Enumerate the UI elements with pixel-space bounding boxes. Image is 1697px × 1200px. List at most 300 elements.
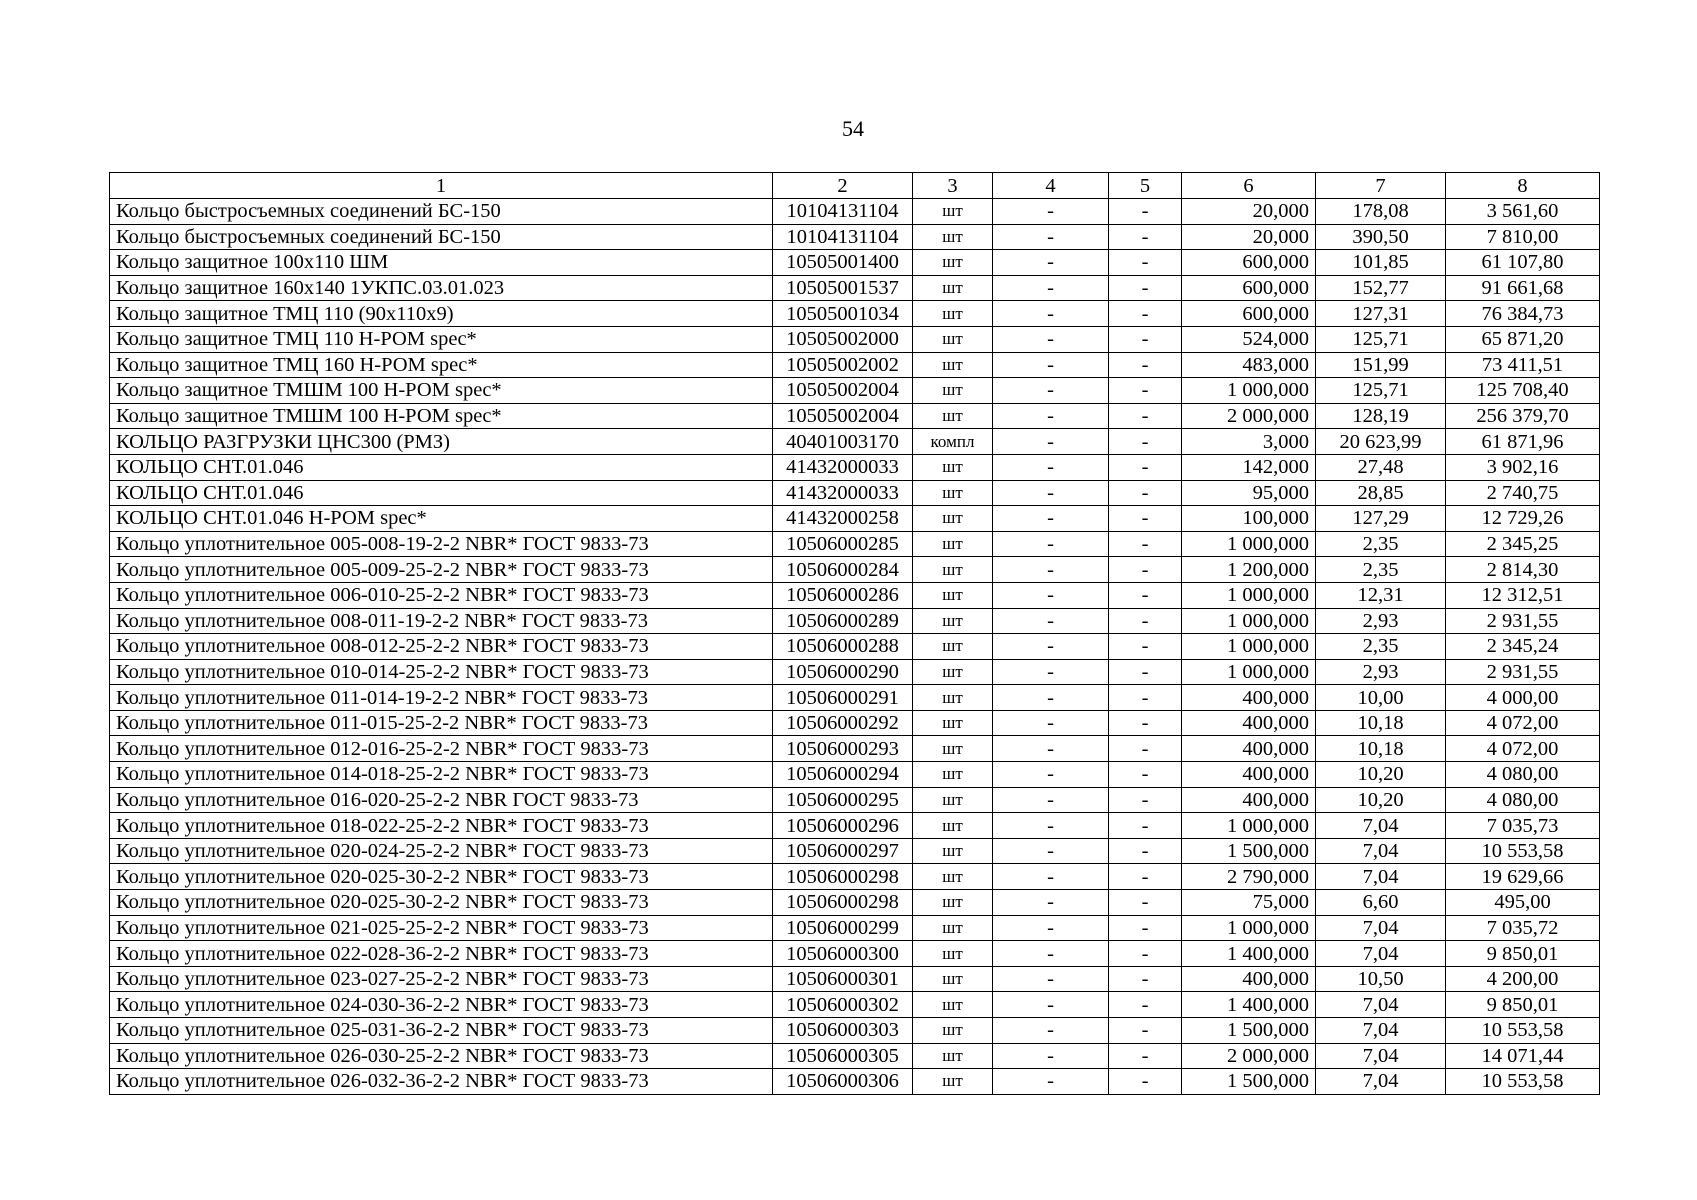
quantity-cell: 400,000 (1182, 762, 1316, 788)
column4-cell: - (993, 864, 1109, 890)
item-code-cell: 10104131104 (773, 199, 913, 225)
price-cell: 10,00 (1316, 685, 1446, 711)
column4-cell: - (993, 557, 1109, 583)
quantity-cell: 400,000 (1182, 736, 1316, 762)
quantity-cell: 2 000,000 (1182, 403, 1316, 429)
quantity-cell: 95,000 (1182, 480, 1316, 506)
unit-cell: компл (913, 429, 993, 455)
unit-cell: шт (913, 301, 993, 327)
table-row (110, 582, 1600, 608)
column5-cell: - (1109, 915, 1182, 941)
price-cell: 10,50 (1316, 966, 1446, 992)
item-name-cell: КОЛЬЦО СНТ.01.046 (110, 454, 773, 480)
column-number: 7 (1316, 173, 1446, 199)
item-code-cell: 10505001537 (773, 275, 913, 301)
column5-cell: - (1109, 941, 1182, 967)
price-cell: 27,48 (1316, 454, 1446, 480)
column-number-row (110, 173, 1600, 199)
unit-cell: шт (913, 326, 993, 352)
column4-cell: - (993, 199, 1109, 225)
price-cell: 6,60 (1316, 890, 1446, 916)
column5-cell: - (1109, 531, 1182, 557)
quantity-cell: 1 000,000 (1182, 634, 1316, 660)
item-name-cell: Кольцо уплотнительное 021-025-25-2-2 NBR* ГОСТ 9833-73 (110, 915, 773, 941)
price-cell: 28,85 (1316, 480, 1446, 506)
table-row (110, 326, 1600, 352)
item-code-cell: 10505002004 (773, 378, 913, 404)
price-cell: 7,04 (1316, 838, 1446, 864)
item-code-cell: 10506000284 (773, 557, 913, 583)
table-row (110, 403, 1600, 429)
amount-cell: 12 729,26 (1446, 506, 1600, 532)
unit-cell: шт (913, 915, 993, 941)
column4-cell: - (993, 710, 1109, 736)
table-row (110, 301, 1600, 327)
column-number: 6 (1182, 173, 1316, 199)
column5-cell: - (1109, 506, 1182, 532)
unit-cell: шт (913, 506, 993, 532)
price-cell: 2,35 (1316, 634, 1446, 660)
column4-cell: - (993, 301, 1109, 327)
quantity-cell: 2 000,000 (1182, 1043, 1316, 1069)
quantity-cell: 1 500,000 (1182, 1069, 1316, 1095)
item-name-cell: Кольцо защитное ТМЦ 110 Н-РОМ spec* (110, 326, 773, 352)
table-row (110, 890, 1600, 916)
item-name-cell: Кольцо защитное 160х140 1УКПС.03.01.023 (110, 275, 773, 301)
column4-cell: - (993, 326, 1109, 352)
column5-cell: - (1109, 685, 1182, 711)
unit-cell: шт (913, 634, 993, 660)
item-name-cell: Кольцо быстросъемных соединений БС-150 (110, 199, 773, 225)
quantity-cell: 1 000,000 (1182, 378, 1316, 404)
table-row (110, 480, 1600, 506)
column4-cell: - (993, 736, 1109, 762)
table-row (110, 557, 1600, 583)
item-code-cell: 10506000293 (773, 736, 913, 762)
table-row (110, 787, 1600, 813)
item-name-cell: Кольцо уплотнительное 011-015-25-2-2 NBR* ГОСТ 9833-73 (110, 710, 773, 736)
column4-cell: - (993, 454, 1109, 480)
item-name-cell: Кольцо уплотнительное 016-020-25-2-2 NBR ГОСТ 9833-73 (110, 787, 773, 813)
amount-cell: 4 200,00 (1446, 966, 1600, 992)
unit-cell: шт (913, 378, 993, 404)
unit-cell: шт (913, 787, 993, 813)
quantity-cell: 1 200,000 (1182, 557, 1316, 583)
column4-cell: - (993, 506, 1109, 532)
unit-cell: шт (913, 608, 993, 634)
amount-cell: 19 629,66 (1446, 864, 1600, 890)
item-name-cell: Кольцо защитное ТМЦ 110 (90х110х9) (110, 301, 773, 327)
amount-cell: 2 740,75 (1446, 480, 1600, 506)
item-code-cell: 41432000033 (773, 454, 913, 480)
item-code-cell: 10506000290 (773, 659, 913, 685)
column5-cell: - (1109, 378, 1182, 404)
quantity-cell: 483,000 (1182, 352, 1316, 378)
price-cell: 10,20 (1316, 787, 1446, 813)
unit-cell: шт (913, 659, 993, 685)
amount-cell: 4 072,00 (1446, 736, 1600, 762)
column4-cell: - (993, 813, 1109, 839)
quantity-cell: 142,000 (1182, 454, 1316, 480)
column5-cell: - (1109, 326, 1182, 352)
unit-cell: шт (913, 454, 993, 480)
table-row (110, 1043, 1600, 1069)
column4-cell: - (993, 1069, 1109, 1095)
column-number: 8 (1446, 173, 1600, 199)
column4-cell: - (993, 915, 1109, 941)
column5-cell: - (1109, 966, 1182, 992)
item-name-cell: Кольцо защитное ТМЦ 160 Н-РОМ spec* (110, 352, 773, 378)
item-code-cell: 10506000295 (773, 787, 913, 813)
item-name-cell: Кольцо уплотнительное 026-030-25-2-2 NBR* ГОСТ 9833-73 (110, 1043, 773, 1069)
column5-cell: - (1109, 557, 1182, 583)
column5-cell: - (1109, 634, 1182, 660)
table-row (110, 634, 1600, 660)
column-number: 4 (993, 173, 1109, 199)
price-cell: 101,85 (1316, 250, 1446, 276)
item-code-cell: 10505002002 (773, 352, 913, 378)
price-cell: 151,99 (1316, 352, 1446, 378)
item-code-cell: 10506000306 (773, 1069, 913, 1095)
item-code-cell: 10506000286 (773, 582, 913, 608)
amount-cell: 76 384,73 (1446, 301, 1600, 327)
price-cell: 127,29 (1316, 506, 1446, 532)
item-name-cell: Кольцо уплотнительное 006-010-25-2-2 NBR* ГОСТ 9833-73 (110, 582, 773, 608)
column-number: 3 (913, 173, 993, 199)
unit-cell: шт (913, 403, 993, 429)
item-code-cell: 10506000298 (773, 864, 913, 890)
column4-cell: - (993, 659, 1109, 685)
column4-cell: - (993, 634, 1109, 660)
column4-cell: - (993, 250, 1109, 276)
amount-cell: 2 345,25 (1446, 531, 1600, 557)
column5-cell: - (1109, 454, 1182, 480)
amount-cell: 3 561,60 (1446, 199, 1600, 225)
table-row (110, 250, 1600, 276)
price-cell: 10,18 (1316, 736, 1446, 762)
price-cell: 2,93 (1316, 608, 1446, 634)
amount-cell: 4 080,00 (1446, 787, 1600, 813)
unit-cell: шт (913, 582, 993, 608)
column4-cell: - (993, 429, 1109, 455)
amount-cell: 7 035,73 (1446, 813, 1600, 839)
quantity-cell: 1 000,000 (1182, 813, 1316, 839)
item-name-cell: Кольцо уплотнительное 011-014-19-2-2 NBR* ГОСТ 9833-73 (110, 685, 773, 711)
item-code-cell: 41432000258 (773, 506, 913, 532)
amount-cell: 73 411,51 (1446, 352, 1600, 378)
quantity-cell: 524,000 (1182, 326, 1316, 352)
item-name-cell: Кольцо быстросъемных соединений БС-150 (110, 224, 773, 250)
item-code-cell: 10506000301 (773, 966, 913, 992)
quantity-cell: 20,000 (1182, 224, 1316, 250)
item-code-cell: 10506000294 (773, 762, 913, 788)
price-cell: 152,77 (1316, 275, 1446, 301)
table-row (110, 275, 1600, 301)
column5-cell: - (1109, 1018, 1182, 1044)
column5-cell: - (1109, 403, 1182, 429)
amount-cell: 256 379,70 (1446, 403, 1600, 429)
item-code-cell: 10506000288 (773, 634, 913, 660)
column5-cell: - (1109, 813, 1182, 839)
column5-cell: - (1109, 992, 1182, 1018)
price-cell: 7,04 (1316, 915, 1446, 941)
price-cell: 7,04 (1316, 1043, 1446, 1069)
price-cell: 10,20 (1316, 762, 1446, 788)
unit-cell: шт (913, 352, 993, 378)
price-cell: 390,50 (1316, 224, 1446, 250)
column5-cell: - (1109, 787, 1182, 813)
column4-cell: - (993, 378, 1109, 404)
price-cell: 7,04 (1316, 941, 1446, 967)
quantity-cell: 1 500,000 (1182, 1018, 1316, 1044)
table-row (110, 352, 1600, 378)
quantity-cell: 1 000,000 (1182, 531, 1316, 557)
table-row (110, 864, 1600, 890)
column4-cell: - (993, 787, 1109, 813)
quantity-cell: 1 000,000 (1182, 608, 1316, 634)
table-row (110, 941, 1600, 967)
table-row (110, 531, 1600, 557)
item-name-cell: Кольцо уплотнительное 026-032-36-2-2 NBR* ГОСТ 9833-73 (110, 1069, 773, 1095)
table-row (110, 813, 1600, 839)
quantity-cell: 1 000,000 (1182, 659, 1316, 685)
quantity-cell: 400,000 (1182, 710, 1316, 736)
unit-cell: шт (913, 813, 993, 839)
item-code-cell: 10506000285 (773, 531, 913, 557)
column5-cell: - (1109, 736, 1182, 762)
price-cell: 2,93 (1316, 659, 1446, 685)
unit-cell: шт (913, 685, 993, 711)
item-name-cell: Кольцо уплотнительное 025-031-36-2-2 NBR* ГОСТ 9833-73 (110, 1018, 773, 1044)
item-code-cell: 10505002004 (773, 403, 913, 429)
amount-cell: 9 850,01 (1446, 992, 1600, 1018)
amount-cell: 65 871,20 (1446, 326, 1600, 352)
item-code-cell: 10505001034 (773, 301, 913, 327)
item-code-cell: 10104131104 (773, 224, 913, 250)
column4-cell: - (993, 480, 1109, 506)
quantity-cell: 1 400,000 (1182, 941, 1316, 967)
quantity-cell: 1 400,000 (1182, 992, 1316, 1018)
quantity-cell: 100,000 (1182, 506, 1316, 532)
table-row (110, 966, 1600, 992)
amount-cell: 125 708,40 (1446, 378, 1600, 404)
quantity-cell: 400,000 (1182, 685, 1316, 711)
quantity-cell: 600,000 (1182, 301, 1316, 327)
item-name-cell: Кольцо уплотнительное 005-008-19-2-2 NBR* ГОСТ 9833-73 (110, 531, 773, 557)
amount-cell: 10 553,58 (1446, 1018, 1600, 1044)
price-cell: 7,04 (1316, 864, 1446, 890)
item-code-cell: 10505001400 (773, 250, 913, 276)
item-name-cell: КОЛЬЦО РАЗГРУЗКИ ЦНС300 (РМЗ) (110, 429, 773, 455)
unit-cell: шт (913, 199, 993, 225)
table-row (110, 710, 1600, 736)
item-name-cell: Кольцо уплотнительное 014-018-25-2-2 NBR* ГОСТ 9833-73 (110, 762, 773, 788)
item-name-cell: Кольцо уплотнительное 020-025-30-2-2 NBR* ГОСТ 9833-73 (110, 890, 773, 916)
item-code-cell: 10506000296 (773, 813, 913, 839)
column5-cell: - (1109, 890, 1182, 916)
item-name-cell: Кольцо уплотнительное 020-025-30-2-2 NBR* ГОСТ 9833-73 (110, 864, 773, 890)
unit-cell: шт (913, 1043, 993, 1069)
table-row (110, 838, 1600, 864)
item-name-cell: КОЛЬЦО СНТ.01.046 (110, 480, 773, 506)
item-code-cell: 10506000303 (773, 1018, 913, 1044)
price-cell: 2,35 (1316, 557, 1446, 583)
table-row (110, 685, 1600, 711)
item-name-cell: Кольцо уплотнительное 023-027-25-2-2 NBR* ГОСТ 9833-73 (110, 966, 773, 992)
amount-cell: 7 810,00 (1446, 224, 1600, 250)
table-row (110, 506, 1600, 532)
item-name-cell: Кольцо уплотнительное 008-011-19-2-2 NBR* ГОСТ 9833-73 (110, 608, 773, 634)
column4-cell: - (993, 762, 1109, 788)
item-name-cell: Кольцо защитное ТМШМ 100 Н-РОМ spec* (110, 403, 773, 429)
column5-cell: - (1109, 275, 1182, 301)
unit-cell: шт (913, 992, 993, 1018)
column-number: 5 (1109, 173, 1182, 199)
amount-cell: 7 035,72 (1446, 915, 1600, 941)
table-row (110, 429, 1600, 455)
table-row (110, 992, 1600, 1018)
unit-cell: шт (913, 1069, 993, 1095)
column4-cell: - (993, 608, 1109, 634)
table-row (110, 762, 1600, 788)
table-row (110, 915, 1600, 941)
price-cell: 128,19 (1316, 403, 1446, 429)
amount-cell: 10 553,58 (1446, 1069, 1600, 1095)
item-code-cell: 10506000289 (773, 608, 913, 634)
column4-cell: - (993, 941, 1109, 967)
unit-cell: шт (913, 480, 993, 506)
amount-cell: 2 345,24 (1446, 634, 1600, 660)
quantity-cell: 400,000 (1182, 787, 1316, 813)
table-row (110, 1069, 1600, 1095)
column5-cell: - (1109, 608, 1182, 634)
amount-cell: 4 072,00 (1446, 710, 1600, 736)
quantity-cell: 3,000 (1182, 429, 1316, 455)
price-cell: 178,08 (1316, 199, 1446, 225)
column5-cell: - (1109, 762, 1182, 788)
amount-cell: 495,00 (1446, 890, 1600, 916)
amount-cell: 91 661,68 (1446, 275, 1600, 301)
column5-cell: - (1109, 429, 1182, 455)
quantity-cell: 75,000 (1182, 890, 1316, 916)
table-row (110, 199, 1600, 225)
item-name-cell: Кольцо защитное 100х110 ШМ (110, 250, 773, 276)
unit-cell: шт (913, 250, 993, 276)
column4-cell: - (993, 403, 1109, 429)
column4-cell: - (993, 352, 1109, 378)
column5-cell: - (1109, 864, 1182, 890)
unit-cell: шт (913, 557, 993, 583)
amount-cell: 14 071,44 (1446, 1043, 1600, 1069)
item-code-cell: 10506000299 (773, 915, 913, 941)
price-cell: 12,31 (1316, 582, 1446, 608)
column4-cell: - (993, 582, 1109, 608)
column4-cell: - (993, 992, 1109, 1018)
unit-cell: шт (913, 275, 993, 301)
column4-cell: - (993, 890, 1109, 916)
table-row (110, 659, 1600, 685)
amount-cell: 9 850,01 (1446, 941, 1600, 967)
column4-cell: - (993, 224, 1109, 250)
item-name-cell: Кольцо уплотнительное 008-012-25-2-2 NBR* ГОСТ 9833-73 (110, 634, 773, 660)
price-cell: 7,04 (1316, 813, 1446, 839)
column5-cell: - (1109, 1043, 1182, 1069)
item-code-cell: 10506000298 (773, 890, 913, 916)
item-name-cell: Кольцо уплотнительное 010-014-25-2-2 NBR* ГОСТ 9833-73 (110, 659, 773, 685)
item-name-cell: Кольцо уплотнительное 005-009-25-2-2 NBR* ГОСТ 9833-73 (110, 557, 773, 583)
item-name-cell: Кольцо уплотнительное 024-030-36-2-2 NBR* ГОСТ 9833-73 (110, 992, 773, 1018)
item-code-cell: 10506000291 (773, 685, 913, 711)
unit-cell: шт (913, 966, 993, 992)
unit-cell: шт (913, 941, 993, 967)
column4-cell: - (993, 1018, 1109, 1044)
amount-cell: 2 931,55 (1446, 659, 1600, 685)
table-row (110, 454, 1600, 480)
price-cell: 2,35 (1316, 531, 1446, 557)
unit-cell: шт (913, 864, 993, 890)
item-name-cell: Кольцо уплотнительное 012-016-25-2-2 NBR* ГОСТ 9833-73 (110, 736, 773, 762)
amount-cell: 10 553,58 (1446, 838, 1600, 864)
unit-cell: шт (913, 838, 993, 864)
unit-cell: шт (913, 890, 993, 916)
quantity-cell: 600,000 (1182, 250, 1316, 276)
unit-cell: шт (913, 762, 993, 788)
unit-cell: шт (913, 224, 993, 250)
item-name-cell: Кольцо защитное ТМШМ 100 Н-РОМ spec* (110, 378, 773, 404)
table-row (110, 224, 1600, 250)
amount-cell: 61 107,80 (1446, 250, 1600, 276)
item-code-cell: 10506000300 (773, 941, 913, 967)
column5-cell: - (1109, 838, 1182, 864)
quantity-cell: 1 000,000 (1182, 915, 1316, 941)
price-cell: 7,04 (1316, 1018, 1446, 1044)
column5-cell: - (1109, 582, 1182, 608)
column5-cell: - (1109, 352, 1182, 378)
column5-cell: - (1109, 659, 1182, 685)
price-cell: 7,04 (1316, 992, 1446, 1018)
amount-cell: 4 080,00 (1446, 762, 1600, 788)
amount-cell: 4 000,00 (1446, 685, 1600, 711)
amount-cell: 3 902,16 (1446, 454, 1600, 480)
data-table (109, 172, 1600, 1095)
amount-cell: 2 814,30 (1446, 557, 1600, 583)
table-row (110, 378, 1600, 404)
quantity-cell: 1 000,000 (1182, 582, 1316, 608)
column-number: 2 (773, 173, 913, 199)
price-cell: 125,71 (1316, 378, 1446, 404)
quantity-cell: 2 790,000 (1182, 864, 1316, 890)
column-number: 1 (110, 173, 773, 199)
column4-cell: - (993, 685, 1109, 711)
amount-cell: 12 312,51 (1446, 582, 1600, 608)
column4-cell: - (993, 966, 1109, 992)
quantity-cell: 20,000 (1182, 199, 1316, 225)
item-code-cell: 41432000033 (773, 480, 913, 506)
item-name-cell: КОЛЬЦО СНТ.01.046 Н-РОМ spec* (110, 506, 773, 532)
unit-cell: шт (913, 1018, 993, 1044)
item-code-cell: 10506000305 (773, 1043, 913, 1069)
item-code-cell: 40401003170 (773, 429, 913, 455)
unit-cell: шт (913, 736, 993, 762)
quantity-cell: 400,000 (1182, 966, 1316, 992)
page-number: 54 (842, 116, 864, 141)
column4-cell: - (993, 275, 1109, 301)
unit-cell: шт (913, 710, 993, 736)
quantity-cell: 1 500,000 (1182, 838, 1316, 864)
column5-cell: - (1109, 199, 1182, 225)
column5-cell: - (1109, 224, 1182, 250)
item-code-cell: 10506000302 (773, 992, 913, 1018)
